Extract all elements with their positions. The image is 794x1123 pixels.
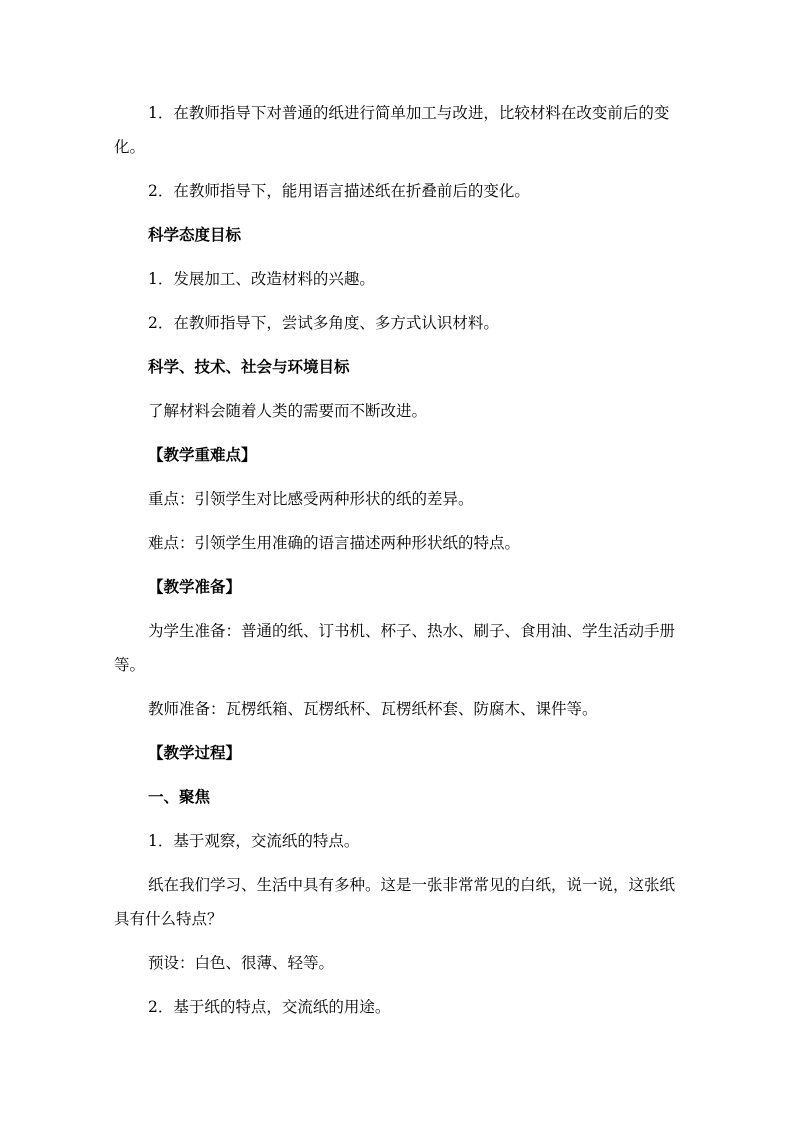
heading-focus: 一、聚焦: [148, 787, 211, 806]
paragraph-difficulty: 难点：引领学生用准确的语言描述两种形状纸的特点。: [148, 534, 521, 552]
paragraph-objective-1: 1．在教师指导下对普通的纸进行简单加工与改进，比较材料在改变前后的变化。: [114, 104, 670, 156]
heading-teaching-process: 【教学过程】: [148, 743, 242, 762]
paragraph-stse-1: 了解材料会随着人类的需要而不断改进。: [148, 402, 428, 420]
heading-stse-goal: 科学、技术、社会与环境目标: [148, 357, 350, 376]
heading-key-difficulties: 【教学重难点】: [148, 445, 257, 464]
heading-science-attitude: 科学态度目标: [148, 225, 242, 244]
paragraph-focus-desc: 纸在我们学习、生活中具有多种。这是一张非常常见的白纸，说一说，这张纸具有什么特点？: [114, 876, 676, 928]
heading-preparation: 【教学准备】: [148, 577, 242, 596]
paragraph-teacher-prep: 教师准备：瓦楞纸箱、瓦楞纸杯、瓦楞纸杯套、防腐木、课件等。: [148, 700, 598, 718]
document-body: [114, 96, 680, 1034]
paragraph-objective-2: 2．在教师指导下，能用语言描述纸在折叠前后的变化。: [148, 182, 530, 200]
paragraph-key-point: 重点：引领学生对比感受两种形状的纸的差异。: [148, 490, 474, 508]
paragraph-focus-2: 2．基于纸的特点，交流纸的用途。: [148, 998, 391, 1016]
paragraph-student-prep: 为学生准备：普通的纸、订书机、杯子、热水、刷子、食用油、学生活动手册等。: [114, 622, 676, 674]
paragraph-preset: 预设：白色、很薄、轻等。: [148, 954, 335, 972]
paragraph-attitude-2: 2．在教师指导下，尝试多角度、多方式认识材料。: [148, 314, 499, 332]
paragraph-focus-1: 1．基于观察，交流纸的特点。: [148, 832, 360, 850]
paragraph-attitude-1: 1．发展加工、改造材料的兴趣。: [148, 270, 375, 288]
